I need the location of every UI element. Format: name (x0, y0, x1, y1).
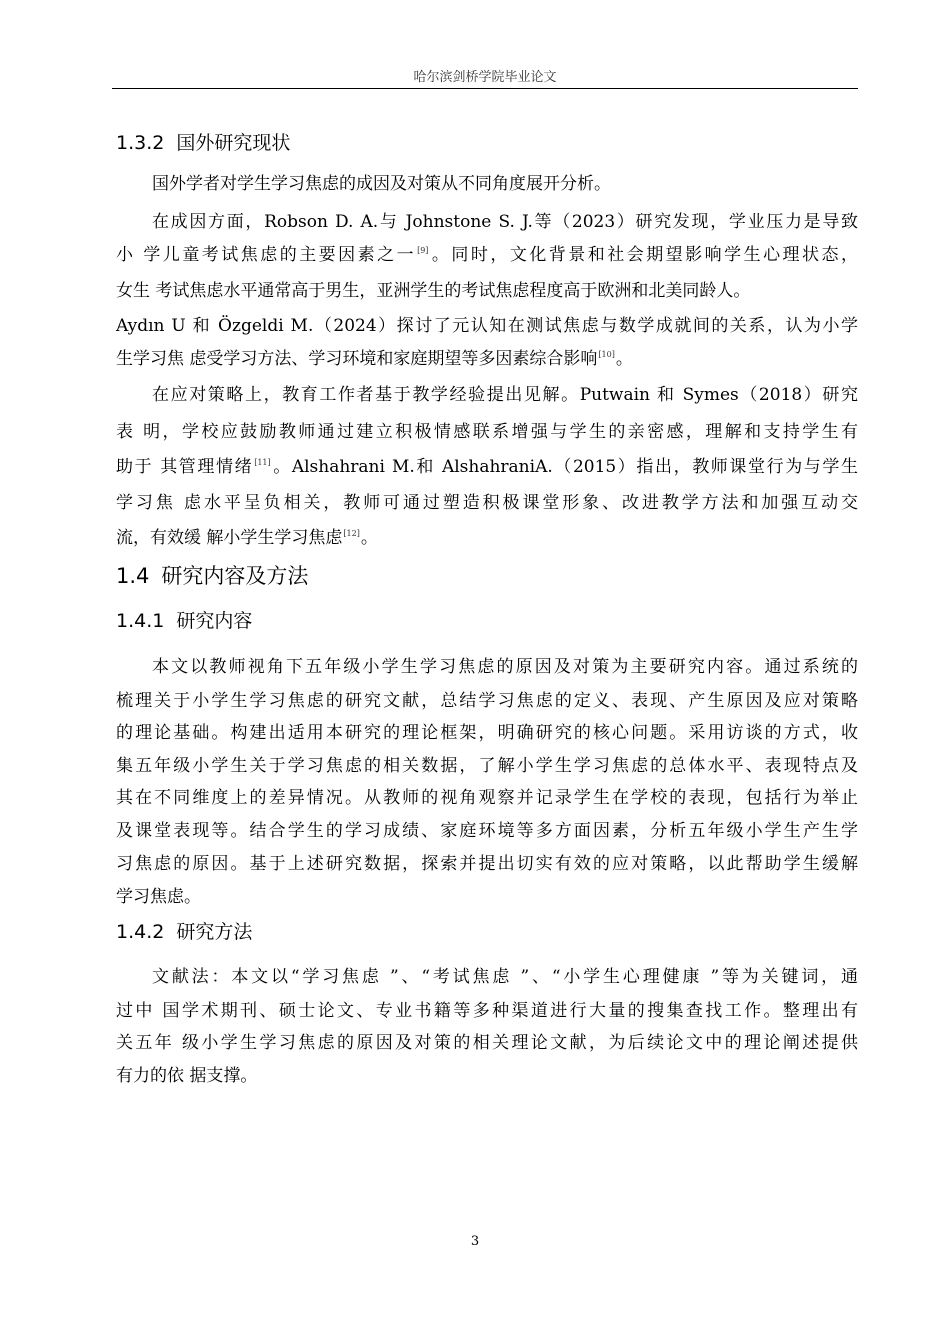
paragraph-line: 集五年级小学生关于学习焦虑的相关数据，了解小学生学习焦虑的总体水平、表现特点及 (116, 756, 858, 776)
text-run: 流，有效缓 解小学生学习焦虑 (116, 528, 343, 548)
paragraph-line: 女生 考试焦虑水平通常高于男生，亚洲学生的考试焦虑程度高于欧洲和北美同龄人。 (116, 281, 751, 301)
text-run: 。Alshahrani M.和 AlshahraniA.（2015）指出，教师课堂行为与学生 (271, 457, 858, 477)
running-header: 哈尔滨剑桥学院毕业论文 (413, 70, 557, 85)
paragraph-line: Aydın U 和 Özgeldi M.（2024）探讨了元认知在测试焦虑与数学成就间的关系，认为小学 (116, 316, 858, 336)
paragraph-line: 关五年 级小学生学习焦虑的原因及对策的相关理论文献，为后续论文中的理论阐述提供 (116, 1033, 858, 1053)
paragraph-line: 梳理关于小学生学习焦虑的研究文献，总结学习焦虑的定义、表现、产生原因及应对策略 (116, 691, 858, 711)
section-title: 研究内容及方法 (161, 564, 309, 588)
paragraph-line: 学习焦虑。 (116, 887, 201, 907)
text-run: 。 (360, 528, 378, 548)
text-run: 小 学儿童考试焦虑的主要因素之一 (116, 245, 417, 265)
section-heading-1-4 (116, 560, 308, 590)
text-run: 。同时，文化背景和社会期望影响学生心理状态， (429, 245, 859, 265)
section-heading-1-3-2 (116, 128, 290, 155)
section-title: 研究内容 (176, 610, 253, 632)
header-rule (112, 88, 858, 89)
text-run: 生学习焦 虑受学习方法、学习环境和家庭期望等多因素综合影响 (116, 349, 598, 369)
paragraph-line: 及课堂表现等。结合学生的学习成绩、家庭环境等多方面因素，分析五年级小学生产生学 (116, 821, 858, 841)
section-number: 1.3.2 (116, 132, 165, 154)
paragraph-line (116, 523, 378, 548)
paragraph-line (116, 344, 633, 369)
section-heading-1-4-1 (116, 606, 252, 633)
paragraph-line: 国外学者对学生学习焦虑的成因及对策从不同角度展开分析。 (152, 174, 611, 194)
section-number: 1.4.1 (116, 610, 165, 632)
text-run: 。 (615, 349, 633, 369)
paragraph-line: 文献法：本文以“学习焦虑 ”、“考试焦虑 ”、“小学生心理健康 ”等为关键词，通 (152, 967, 858, 987)
paragraph-line (116, 240, 858, 265)
citation-ref: [11] (254, 458, 271, 467)
paragraph-line: 在应对策略上，教育工作者基于教学经验提出见解。Putwain 和 Symes（2018）研究 (152, 385, 858, 405)
section-number: 1.4 (116, 564, 150, 588)
citation-ref: [12] (343, 529, 360, 538)
section-title: 国外研究现状 (176, 132, 291, 154)
paragraph-line: 在成因方面，Robson D. A.与 Johnstone S. J.等（2023）研究发现，学业压力是导致 (152, 212, 858, 232)
paragraph-line: 学习焦 虑水平呈负相关，教师可通过塑造积极课堂形象、改进教学方法和加强互动交 (116, 493, 858, 513)
paragraph-line: 过中 国学术期刊、硕士论文、专业书籍等多种渠道进行大量的搜集查找工作。整理出有 (116, 1001, 858, 1021)
paragraph-line (116, 452, 858, 477)
paragraph-line: 表 明，学校应鼓励教师通过建立积极情感联系增强与学生的亲密感，理解和支持学生有 (116, 422, 858, 442)
paragraph-line: 的理论基础。构建出适用本研究的理论框架，明确研究的核心问题。采用访谈的方式，收 (116, 723, 858, 743)
citation-ref: [9] (417, 246, 429, 255)
text-run: 助于 其管理情绪 (116, 457, 254, 477)
section-title: 研究方法 (176, 921, 253, 943)
paragraph-line: 本文以教师视角下五年级小学生学习焦虑的原因及对策为主要研究内容。通过系统的 (152, 657, 858, 677)
paragraph-line: 有力的依 据支撑。 (116, 1066, 258, 1086)
citation-ref: [10] (598, 350, 615, 359)
paragraph-line: 其在不同维度上的差异情况。从教师的视角观察并记录学生在学校的表现，包括行为举止 (116, 788, 858, 808)
paragraph-line: 习焦虑的原因。基于上述研究数据，探索并提出切实有效的应对策略，以此帮助学生缓解 (116, 854, 858, 874)
section-number: 1.4.2 (116, 921, 165, 943)
section-heading-1-4-2 (116, 917, 252, 944)
page-number: 3 (470, 1234, 480, 1249)
